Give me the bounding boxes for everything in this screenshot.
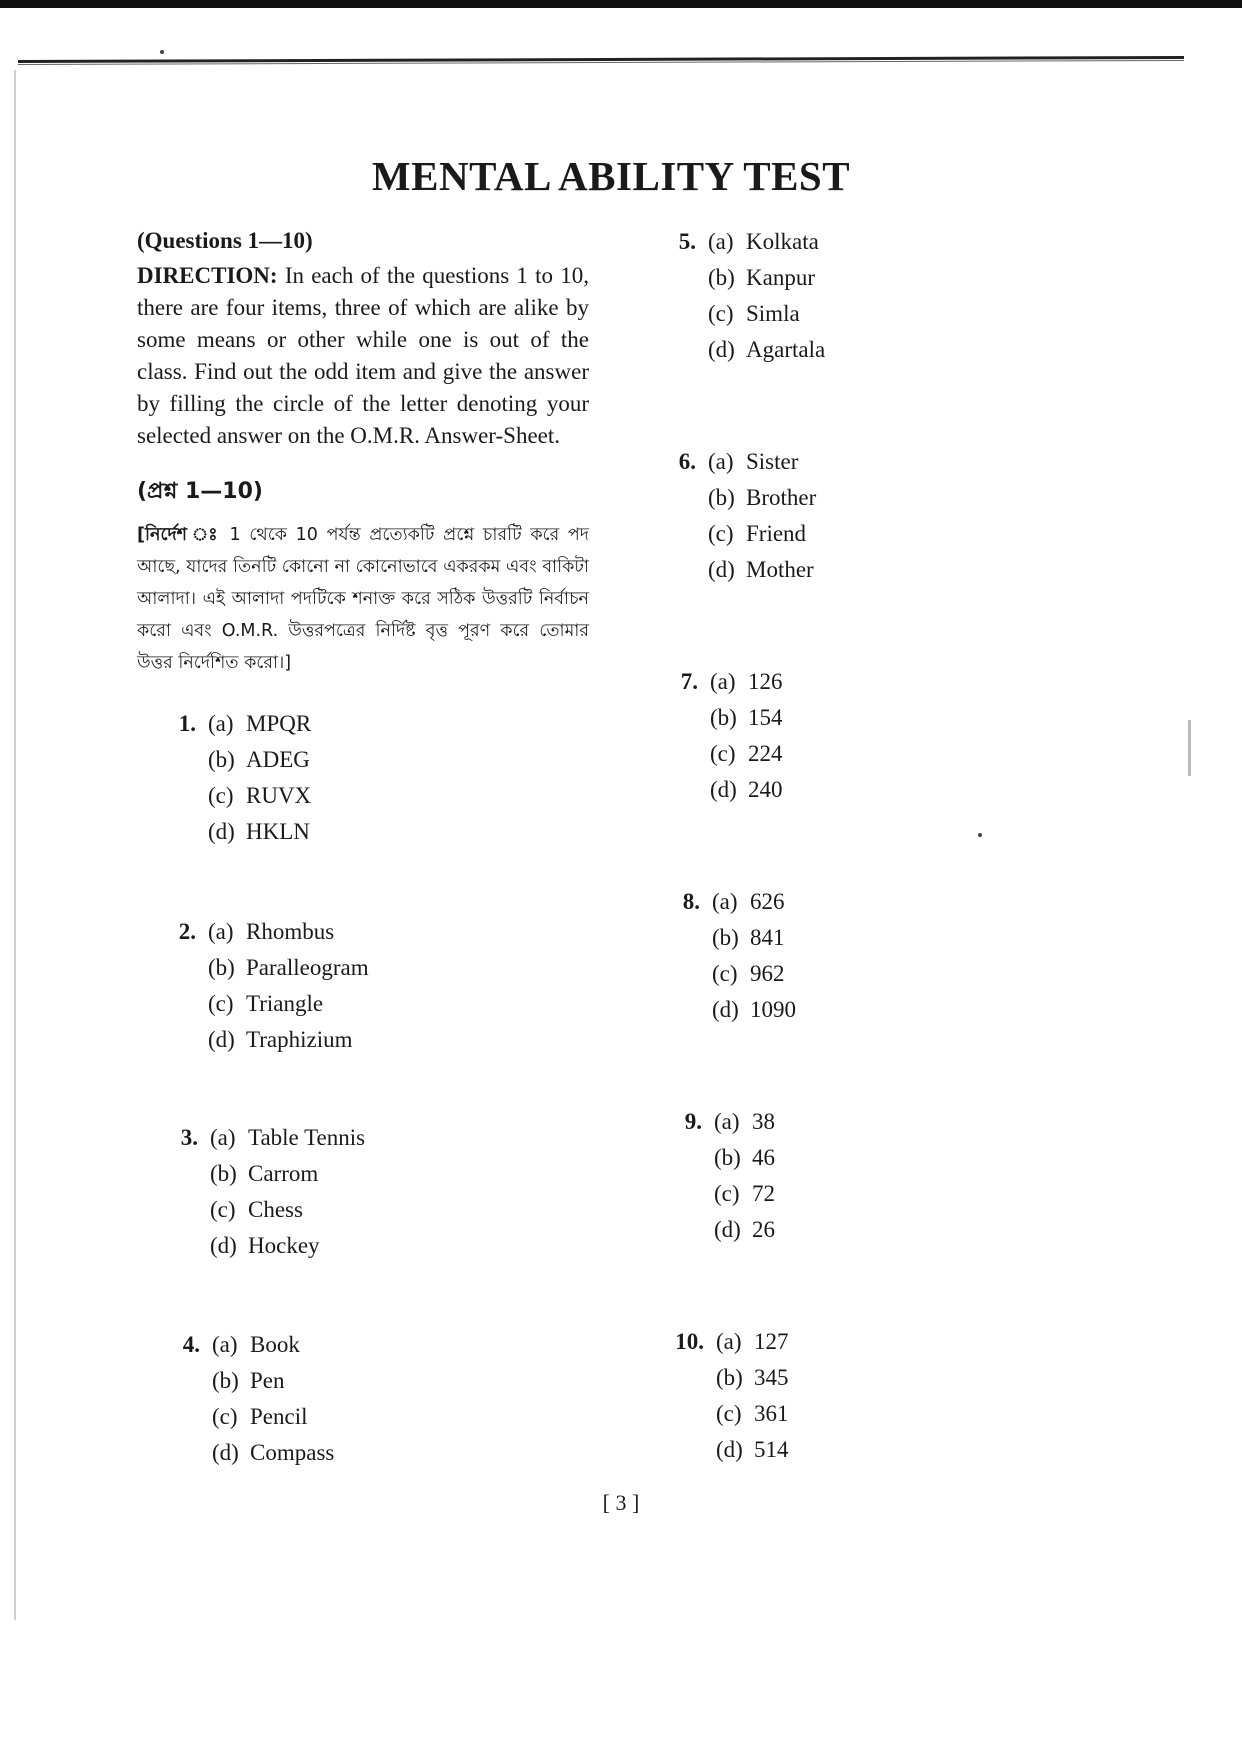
option-c bbox=[714, 1176, 974, 1212]
option-text: 224 bbox=[748, 741, 783, 766]
option-a bbox=[716, 1324, 976, 1360]
option-text: Carrom bbox=[248, 1161, 319, 1186]
option-c bbox=[708, 516, 968, 552]
bn-direction-label: [নির্দেশ ঃ bbox=[137, 525, 221, 545]
option-text: 154 bbox=[748, 705, 783, 730]
option-text: 240 bbox=[748, 777, 783, 802]
option-text: Pen bbox=[250, 1368, 285, 1393]
option-text: HKLN bbox=[246, 819, 310, 844]
option-text: Pencil bbox=[250, 1404, 308, 1429]
option-a bbox=[208, 914, 468, 950]
option-letter: (a) bbox=[212, 1332, 238, 1357]
option-text: 1090 bbox=[750, 997, 796, 1022]
option-letter: (d) bbox=[208, 819, 235, 844]
direction-text: In each of the questions 1 to 10, there are four items, three of which are alike by some means or other while one is out of the class. Find out the odd item and give the answer by filling the circle of the letter denoting your selected answer on the O.M.R. Answer-Sheet. bbox=[137, 263, 589, 448]
option-text: 72 bbox=[752, 1181, 775, 1206]
option-a bbox=[708, 444, 968, 480]
option-letter: (a) bbox=[708, 449, 734, 474]
option-d bbox=[712, 992, 972, 1028]
option-d bbox=[714, 1212, 974, 1248]
option-c bbox=[208, 986, 468, 1022]
option-letter: (d) bbox=[714, 1217, 741, 1242]
option-b bbox=[208, 950, 468, 986]
option-letter: (b) bbox=[708, 485, 735, 510]
section-heading: (Questions 1—10) bbox=[137, 228, 313, 253]
option-text: 514 bbox=[754, 1437, 789, 1462]
option-d bbox=[208, 1022, 468, 1058]
option-letter: (a) bbox=[714, 1109, 740, 1134]
option-text: 841 bbox=[750, 925, 785, 950]
option-c bbox=[710, 736, 970, 772]
page-title: MENTAL ABILITY TEST bbox=[371, 153, 851, 199]
option-c bbox=[210, 1192, 470, 1228]
question-number: 9. bbox=[684, 1109, 702, 1134]
option-a bbox=[712, 884, 972, 920]
option-b bbox=[708, 480, 968, 516]
option-letter: (c) bbox=[208, 991, 234, 1016]
option-c bbox=[708, 296, 968, 332]
option-text: Table Tennis bbox=[248, 1125, 366, 1150]
question-number: 7. bbox=[680, 669, 698, 694]
option-text: 127 bbox=[754, 1329, 789, 1354]
option-letter: (a) bbox=[716, 1329, 742, 1354]
option-b bbox=[708, 260, 968, 296]
option-text: 345 bbox=[754, 1365, 789, 1390]
option-text: Compass bbox=[250, 1440, 335, 1465]
option-text: Rhombus bbox=[246, 919, 335, 944]
option-b bbox=[210, 1156, 470, 1192]
question-number: 6. bbox=[678, 449, 696, 474]
option-letter: (b) bbox=[716, 1365, 743, 1390]
option-letter: (b) bbox=[208, 747, 235, 772]
option-a bbox=[208, 706, 468, 742]
option-letter: (d) bbox=[710, 777, 737, 802]
question-number: 10. bbox=[675, 1329, 704, 1354]
option-letter: (a) bbox=[710, 669, 736, 694]
option-a bbox=[708, 224, 968, 260]
option-text: Sister bbox=[746, 449, 799, 474]
option-letter: (b) bbox=[208, 955, 235, 980]
option-letter: (c) bbox=[712, 961, 738, 986]
direction-label: DIRECTION: bbox=[137, 263, 278, 288]
option-c bbox=[712, 956, 972, 992]
option-letter: (b) bbox=[210, 1161, 237, 1186]
direction-paragraph bbox=[137, 260, 589, 452]
option-letter: (c) bbox=[210, 1197, 236, 1222]
option-letter: (a) bbox=[208, 919, 234, 944]
option-letter: (d) bbox=[712, 997, 739, 1022]
page-number: [ 3 ] bbox=[602, 1490, 640, 1515]
option-text: Kolkata bbox=[746, 229, 819, 254]
option-letter: (b) bbox=[212, 1368, 239, 1393]
question-number: 4. bbox=[182, 1332, 200, 1357]
option-text: 126 bbox=[748, 669, 783, 694]
option-d bbox=[710, 772, 970, 808]
option-text: 46 bbox=[752, 1145, 775, 1170]
option-letter: (b) bbox=[710, 705, 737, 730]
option-letter: (d) bbox=[716, 1437, 743, 1462]
option-d bbox=[708, 552, 968, 588]
option-text: Mother bbox=[746, 557, 814, 582]
option-letter: (c) bbox=[212, 1404, 238, 1429]
option-letter: (d) bbox=[212, 1440, 239, 1465]
option-text: ADEG bbox=[246, 747, 310, 772]
option-b bbox=[208, 742, 468, 778]
option-c bbox=[212, 1399, 472, 1435]
option-b bbox=[212, 1363, 472, 1399]
option-letter: (d) bbox=[708, 557, 735, 582]
option-a bbox=[710, 664, 970, 700]
option-text: 26 bbox=[752, 1217, 775, 1242]
option-letter: (d) bbox=[208, 1027, 235, 1052]
option-c bbox=[208, 778, 468, 814]
option-d bbox=[212, 1435, 472, 1471]
option-letter: (a) bbox=[210, 1125, 236, 1150]
option-text: Hockey bbox=[248, 1233, 320, 1258]
option-b bbox=[710, 700, 970, 736]
option-a bbox=[212, 1327, 472, 1363]
scan-edge-mark bbox=[1188, 720, 1191, 776]
option-d bbox=[210, 1228, 470, 1264]
option-text: Brother bbox=[746, 485, 817, 510]
option-text: MPQR bbox=[246, 711, 312, 736]
question-number: 3. bbox=[180, 1125, 198, 1150]
scan-speck bbox=[978, 833, 982, 837]
question-number: 1. bbox=[178, 711, 196, 736]
option-text: Traphizium bbox=[246, 1027, 353, 1052]
option-letter: (b) bbox=[714, 1145, 741, 1170]
option-letter: (c) bbox=[714, 1181, 740, 1206]
question-number: 2. bbox=[178, 919, 196, 944]
option-letter: (c) bbox=[716, 1401, 742, 1426]
option-b bbox=[714, 1140, 974, 1176]
option-text: Book bbox=[250, 1332, 300, 1357]
option-text: 626 bbox=[750, 889, 785, 914]
option-c bbox=[716, 1396, 976, 1432]
option-text: Simla bbox=[746, 301, 800, 326]
option-letter: (c) bbox=[708, 301, 734, 326]
option-text: 361 bbox=[754, 1401, 789, 1426]
option-letter: (a) bbox=[708, 229, 734, 254]
option-letter: (b) bbox=[708, 265, 735, 290]
option-a bbox=[210, 1120, 470, 1156]
option-text: Chess bbox=[248, 1197, 303, 1222]
option-b bbox=[712, 920, 972, 956]
option-letter: (c) bbox=[708, 521, 734, 546]
option-letter: (b) bbox=[712, 925, 739, 950]
option-text: Triangle bbox=[246, 991, 324, 1016]
option-letter: (d) bbox=[708, 337, 735, 362]
option-letter: (c) bbox=[208, 783, 234, 808]
option-b bbox=[716, 1360, 976, 1396]
bn-direction-text: 1 থেকে 10 পর্যন্ত প্রত্যেকটি প্রশ্নে চারটি করে পদ আছে, যাদের তিনটি কোনো না কোনোভাবে একরকম এবং বাকিটা আলাদা। এই আলাদা পদটিকে শনাক্ত করে সঠিক উত্তরটি নির্বাচন করো এবং O.M.R. উত্তরপত্রের নির্দিষ্ট বৃত্ত পূরণ করে তোমার উত্তর নির্দেশিত করো।] bbox=[137, 525, 589, 673]
bn-direction-paragraph bbox=[137, 519, 589, 679]
option-d bbox=[208, 814, 468, 850]
option-a bbox=[714, 1104, 974, 1140]
option-text: Kanpur bbox=[746, 265, 815, 290]
option-text: Paralleogram bbox=[246, 955, 369, 980]
option-d bbox=[716, 1432, 976, 1468]
option-letter: (d) bbox=[210, 1233, 237, 1258]
scan-top-border bbox=[0, 0, 1242, 8]
question-number: 5. bbox=[678, 229, 696, 254]
bn-section-heading: (প্রশ্ন 1—10) bbox=[137, 479, 263, 504]
option-letter: (c) bbox=[710, 741, 736, 766]
option-text: Friend bbox=[746, 521, 807, 546]
option-d bbox=[708, 332, 968, 368]
scan-left-edge bbox=[14, 70, 16, 1620]
option-text: 38 bbox=[752, 1109, 775, 1134]
option-letter: (a) bbox=[712, 889, 738, 914]
question-number: 8. bbox=[682, 889, 700, 914]
option-text: Agartala bbox=[746, 337, 826, 362]
option-letter: (a) bbox=[208, 711, 234, 736]
option-text: 962 bbox=[750, 961, 785, 986]
scan-speck bbox=[160, 50, 164, 54]
option-text: RUVX bbox=[246, 783, 312, 808]
instructions-block bbox=[137, 228, 589, 679]
